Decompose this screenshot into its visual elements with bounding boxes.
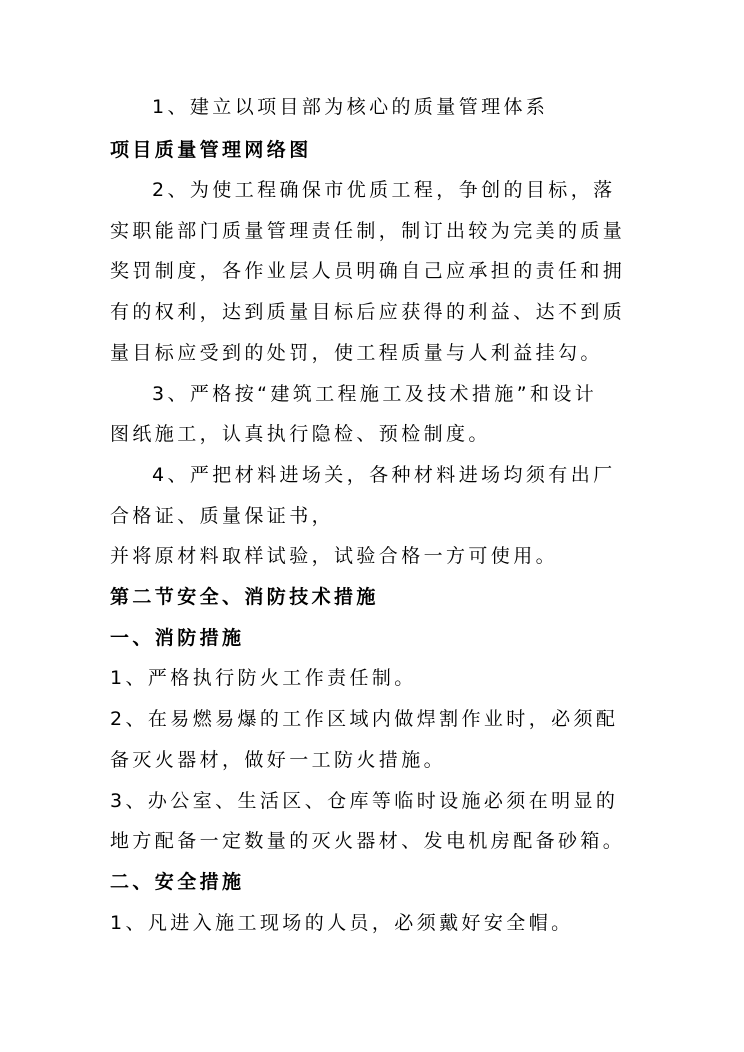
paragraph-line-15: 3、办公室、生活区、仓库等临时设施必须在明显的 [110, 790, 619, 812]
paragraph-line-12: 1、严格执行防火工作责任制。 [110, 667, 417, 689]
paragraph-line-10: 合格证、质量保证书， [110, 505, 335, 527]
paragraph-line-8: 图纸施工，认真执行隐检、预检制度。 [110, 423, 491, 445]
section-heading-safety-fire: 第二节安全、消防技术措施 [110, 586, 379, 608]
paragraph-line-6: 量目标应受到的处罚，使工程质量与人利益挂勾。 [110, 342, 603, 364]
paragraph-line-7: 3、严格按“建筑工程施工及技术措施”和设计 [152, 383, 598, 405]
subheading-fire-measures: 一、消防措施 [110, 627, 245, 649]
paragraph-line-5: 有的权利，达到质量目标后应获得的利益、达不到质 [110, 301, 626, 323]
paragraph-line-16: 地方配备一定数量的灭火器材、发电机房配备砂箱。 [110, 830, 626, 852]
paragraph-line-4: 奖罚制度，各作业层人员明确自己应承担的责任和拥 [110, 260, 626, 282]
section-heading-quality-network: 项目质量管理网络图 [110, 139, 312, 161]
paragraph-line-2: 2、为使工程确保市优质工程，争创的目标，落 [152, 179, 616, 201]
paragraph-line-14: 备灭火器材，做好一工防火措施。 [110, 749, 447, 771]
paragraph-line-9: 4、严把材料进场关，各种材料进场均须有出厂 [152, 464, 616, 486]
subheading-safety-measures: 二、安全措施 [110, 871, 245, 893]
paragraph-line-11: 并将原材料取样试验，试验合格一方可使用。 [110, 545, 559, 567]
paragraph-line-13: 2、在易燃易爆的工作区域内做焊割作业时，必须配 [110, 708, 619, 730]
paragraph-line-1: 1、建立以项目部为核心的质量管理体系 [152, 96, 549, 118]
paragraph-line-17: 1、凡进入施工现场的人员，必须戴好安全帽。 [110, 912, 574, 934]
paragraph-line-3: 实职能部门质量管理责任制，制订出较为完美的质量 [110, 220, 626, 242]
